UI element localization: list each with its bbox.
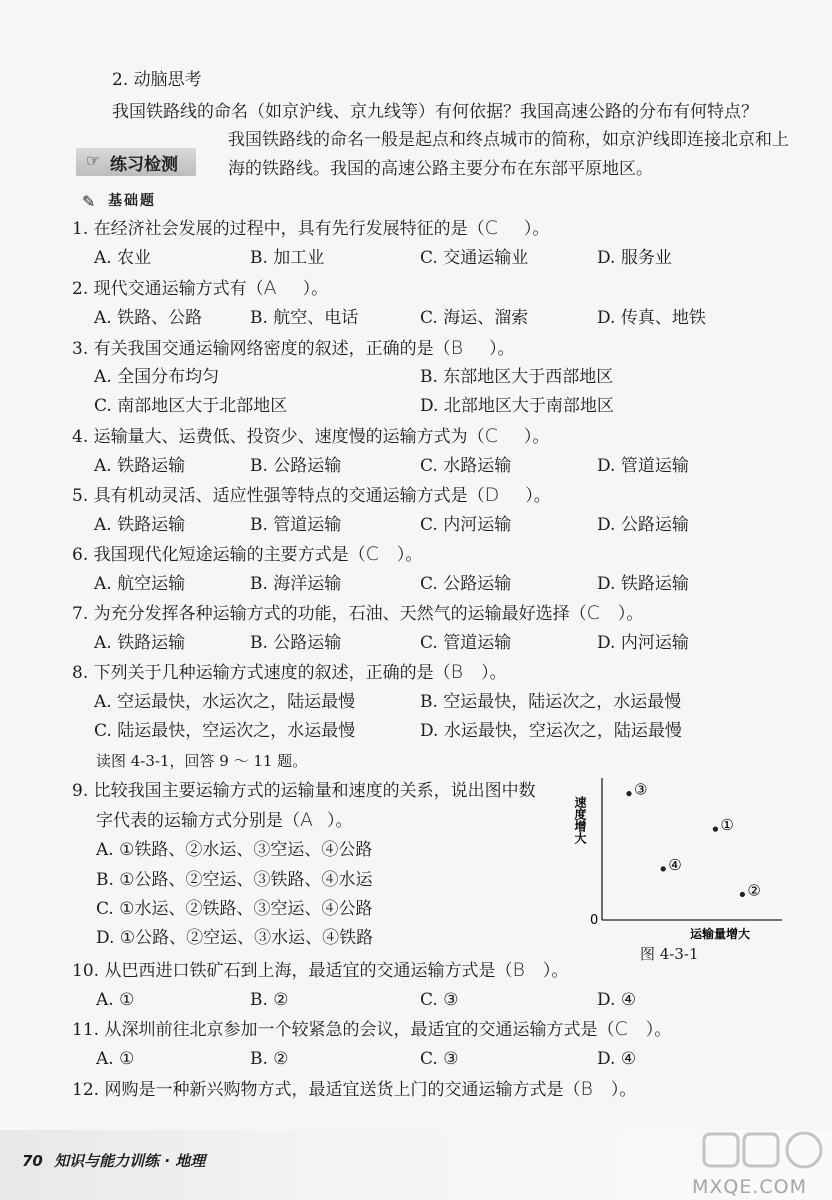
chart-points (626, 781, 760, 900)
question-11-option-c: C. ③ (420, 1049, 459, 1069)
chart-point-label-2: ① (720, 816, 734, 835)
question-7-option-a: A. 铁路运输 (94, 633, 186, 653)
pencil-icon: ✎ (82, 192, 96, 211)
question-10-answer: B (512, 959, 525, 981)
question-3-option-a: A. 全国分布均匀 (94, 367, 220, 387)
question-5-option-d: D. 公路运输 (597, 515, 689, 535)
question-7-option-d: D. 内河运输 (597, 633, 689, 653)
question-3-answer: B (450, 337, 464, 359)
question-7-answer: C (586, 602, 600, 624)
question-7-option-c: C. 管道运输 (420, 633, 512, 653)
question-4-option-a: A. 铁路运输 (94, 456, 186, 476)
question-2-option-a: A. 铁路、公路 (94, 308, 203, 328)
question-2-option-d: D. 传真、地铁 (597, 308, 706, 328)
question-11-option-b: B. ② (250, 1049, 289, 1069)
question-8-answer: B (450, 661, 464, 683)
question-12-stem: 12. 网购是一种新兴购物方式，最适宜送货上门的交通运输方式是（B ）。 (72, 1078, 637, 1100)
page-number: 70 (22, 1152, 43, 1170)
question-8-option-b: B. 空运最快，陆运次之，水运最慢 (420, 692, 682, 712)
question-1-option-d: D. 服务业 (597, 248, 672, 268)
question-1-option-a: A. 农业 (94, 248, 152, 268)
chart-point-label-1: ③ (634, 780, 648, 799)
question-9-option-a: A. ①铁路、②水运、③空运、④公路 (96, 840, 373, 860)
question-10-option-d: D. ④ (597, 990, 637, 1010)
question-3-option-b: B. 东部地区大于西部地区 (420, 367, 614, 387)
chart-svg (560, 770, 790, 970)
question-10-option-b: B. ② (250, 990, 289, 1010)
pointing-hand-icon: ☞ (86, 151, 101, 170)
question-6-option-d: D. 铁路运输 (597, 574, 689, 594)
question-6-option-c: C. 公路运输 (420, 574, 512, 594)
question-2-stem: 2. 现代交通运输方式有（A ）。 (72, 277, 329, 299)
question-8-option-d: D. 水运最快，空运次之，陆运最慢 (420, 721, 682, 741)
question-11-stem: 11. 从深圳前往北京参加一个较紧急的会议，最适宜的交通运输方式是（C ）。 (72, 1018, 672, 1040)
question-10-option-c: C. ③ (420, 990, 459, 1010)
question-11-answer: C (614, 1018, 628, 1040)
question-9-stem-line-2: 字代表的运输方式分别是（A ）。 (96, 809, 353, 831)
question-8-option-c: C. 陆运最快，空运次之，水运最慢 (94, 721, 356, 741)
question-5-stem: 5. 具有机动灵活、适应性强等特点的交通运输方式是（D ）。 (72, 484, 551, 506)
chart-point-label-3: ④ (668, 855, 682, 874)
question-6-option-a: A. 航空运输 (94, 574, 186, 594)
think-answer-line-2: 海的铁路线。我国的高速公路主要分布在东部平原地区。 (228, 159, 653, 179)
question-1-option-c: C. 交通运输业 (420, 248, 529, 268)
question-9-stem-line-1: 9. 比较我国主要运输方式的运输量和速度的关系，说出图中数 (72, 781, 536, 801)
watermark-text: MXQE.COM (692, 1176, 808, 1198)
transport-chart (560, 770, 790, 970)
chart-point-4 (740, 892, 745, 897)
question-5-option-c: C. 内河运输 (420, 515, 512, 535)
chart-point-2 (713, 827, 718, 832)
question-6-stem: 6. 我国现代化短途运输的主要方式是（C ）。 (72, 543, 423, 565)
footer (22, 1150, 205, 1171)
question-4-option-c: C. 水路运输 (420, 456, 512, 476)
think-heading: 2. 动脑思考 (112, 70, 202, 90)
read-instruction: 读图 4-3-1，回答 9 ～ 11 题。 (96, 752, 308, 770)
chart-origin-label: 0 (590, 913, 599, 928)
question-7-stem: 7. 为充分发挥各种运输方式的功能，石油、天然气的运输最好选择（C ）。 (72, 602, 644, 624)
question-3-stem: 3. 有关我国交通运输网络密度的叙述，正确的是（B ）。 (72, 337, 515, 359)
question-11-option-d: D. ④ (597, 1049, 637, 1069)
question-9-answer: A (300, 809, 313, 831)
book-title: 知识与能力训练 · 地理 (54, 1152, 206, 1170)
question-2-option-b: B. 航空、电话 (250, 308, 359, 328)
question-2-answer: A (263, 277, 277, 299)
section-subtitle: 基础题 (108, 193, 156, 209)
chart-x-label: 运输量增大 (690, 927, 751, 941)
question-10-stem: 10. 从巴西进口铁矿石到上海，最适宜的交通运输方式是（B ）。 (72, 959, 569, 981)
question-6-answer: C (365, 543, 379, 565)
chart-caption: 图 4-3-1 (640, 945, 699, 963)
question-9-option-b: B. ①公路、②空运、③铁路、④水运 (96, 870, 373, 890)
question-5-option-a: A. 铁路运输 (94, 515, 186, 535)
question-2-option-c: C. 海运、溜索 (420, 308, 529, 328)
section-title: 练习检测 (110, 155, 178, 175)
question-9-option-d: D. ①公路、②空运、③水运、④铁路 (96, 928, 374, 948)
question-3-option-c: C. 南部地区大于北部地区 (94, 396, 288, 416)
question-11-option-a: A. ① (96, 1049, 135, 1069)
think-question: 我国铁路线的命名（如京沪线、京九线等）有何依据？我国高速公路的分布有何特点？ (112, 102, 758, 122)
question-5-option-b: B. 管道运输 (250, 515, 342, 535)
question-7-option-b: B. 公路运输 (250, 633, 342, 653)
question-4-answer: C (484, 425, 498, 447)
question-5-answer: D (484, 484, 500, 506)
question-8-stem: 8. 下列关于几种运输方式速度的叙述，正确的是（B ）。 (72, 661, 507, 683)
question-10-option-a: A. ① (96, 990, 135, 1010)
question-6-option-b: B. 海洋运输 (250, 574, 342, 594)
chart-point-label-4: ② (747, 881, 761, 900)
chart-point-1 (626, 791, 631, 796)
question-4-stem: 4. 运输量大、运费低、投资少、速度慢的运输方式为（C ）。 (72, 425, 550, 447)
question-1-stem: 1. 在经济社会发展的过程中，具有先行发展特征的是（C ）。 (72, 217, 550, 239)
chart-y-label: 速度增大 (573, 796, 587, 844)
question-12-answer: B (580, 1078, 593, 1100)
think-answer-line-1: 我国铁路线的命名一般是起点和终点城市的简称，如京沪线即连接北京和上 (228, 130, 789, 150)
question-3-option-d: D. 北部地区大于南部地区 (420, 396, 614, 416)
question-1-option-b: B. 加工业 (250, 248, 325, 268)
question-9-option-c: C. ①水运、②铁路、③空运、④公路 (96, 899, 373, 919)
chart-point-3 (661, 866, 666, 871)
question-4-option-b: B. 公路运输 (250, 456, 342, 476)
question-8-option-a: A. 空运最快，水运次之，陆运最慢 (94, 692, 356, 712)
question-4-option-d: D. 管道运输 (597, 456, 689, 476)
question-1-answer: C (484, 217, 498, 239)
